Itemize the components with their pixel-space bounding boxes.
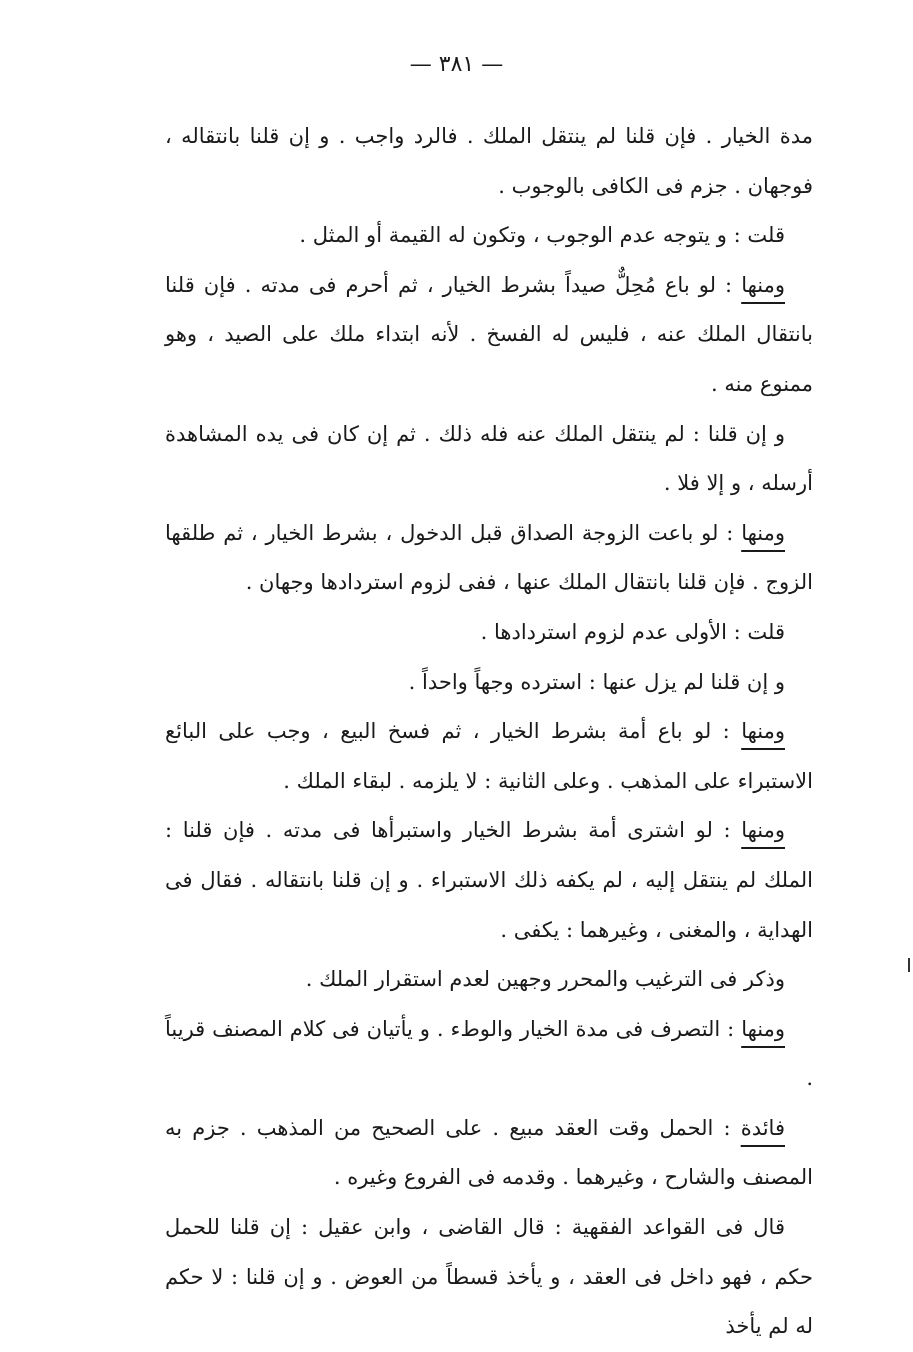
paragraph-text: : التصرف فى مدة الخيار والوطء . و يأتيان فى كلام المصنف قريباً . xyxy=(165,1016,813,1091)
paragraph xyxy=(165,1203,813,1352)
paragraph xyxy=(165,806,813,955)
paragraph-text: و إن قلنا لم يزل عنها : استرده وجهاً واحداً . xyxy=(408,669,785,694)
margin-mark xyxy=(908,958,910,972)
paragraph xyxy=(165,509,813,608)
paragraph-lead: ومنها xyxy=(741,520,785,545)
paragraph xyxy=(165,112,813,211)
paragraph-lead: فائدة xyxy=(740,1115,785,1140)
paragraph-text: مدة الخيار . فإن قلنا لم ينتقل الملك . فالرد واجب . و إن قلنا بانتقاله ، فوجهان . جزم فى الكافى بالوجوب . xyxy=(165,124,813,198)
paragraph-lead: ومنها xyxy=(741,719,785,744)
paragraph xyxy=(165,955,813,1005)
paragraph-lead: ومنها xyxy=(741,1016,785,1041)
paragraph xyxy=(165,608,813,658)
page-number: — ٣٨١ — xyxy=(409,52,504,77)
paragraph xyxy=(165,211,813,261)
paragraph-text: قلت : الأولى عدم لزوم استردادها . xyxy=(480,619,785,644)
paragraph-text: و إن قلنا : لم ينتقل الملك عنه فله ذلك . ثم إن كان فى يده المشاهدة أرسله ، و إلا فلا . xyxy=(165,421,813,496)
paragraph-text: : لو باع مُحِلٌّ صيداً بشرط الخيار ، ثم أحرم فى مدته . فإن قلنا بانتقال الملك عنه ، فليس له الفسخ . لأنه ابتداء ملك على الصيد ، وهو ممنوع منه . xyxy=(165,272,813,396)
paragraph xyxy=(165,1104,813,1203)
body-text xyxy=(165,112,813,1352)
paragraph-text: : لو اشترى أمة بشرط الخيار واستبرأها فى مدته . فإن قلنا : الملك لم ينتقل إليه ، لم يكفه ذلك الاستبراء . و إن قلنا بانتقاله . فقال فى الهداية ، والمغنى ، وغيرهما : يكفى . xyxy=(165,818,813,942)
paragraph-text: : لو باع أمة بشرط الخيار ، ثم فسخ البيع ، وجب على البائع الاستبراء على المذهب . وعلى الثانية : لا يلزمه . لبقاء الملك . xyxy=(165,719,813,793)
paragraph-text: : لو باعت الزوجة الصداق قبل الدخول ، بشرط الخيار ، ثم طلقها الزوج . فإن قلنا بانتقال الملك عنها ، ففى لزوم استردادها وجهان . xyxy=(165,520,813,595)
paragraph-lead: ومنها xyxy=(741,272,785,297)
paragraph xyxy=(165,707,813,806)
paragraph xyxy=(165,261,813,410)
paragraph-text: : الحمل وقت العقد مبيع . على الصحيح من المذهب . جزم به المصنف والشارح ، وغيرهما . وقدمه فى الفروع وغيره . xyxy=(165,1115,813,1190)
paragraph xyxy=(165,1005,813,1104)
paragraph-text: وذكر فى الترغيب والمحرر وجهين لعدم استقرار الملك . xyxy=(305,967,785,992)
paragraph-text: قلت : و يتوجه عدم الوجوب ، وتكون له القيمة أو المثل . xyxy=(299,223,785,248)
paragraph xyxy=(165,410,813,509)
paragraph-lead: ومنها xyxy=(741,818,785,843)
paragraph-text: قال فى القواعد الفقهية : قال القاضى ، وابن عقيل : إن قلنا للحمل حكم ، فهو داخل فى العقد ، و يأخذ قسطاً من العوض . و إن قلنا : لا حكم له لم يأخذ xyxy=(165,1215,813,1339)
paragraph xyxy=(165,658,813,708)
